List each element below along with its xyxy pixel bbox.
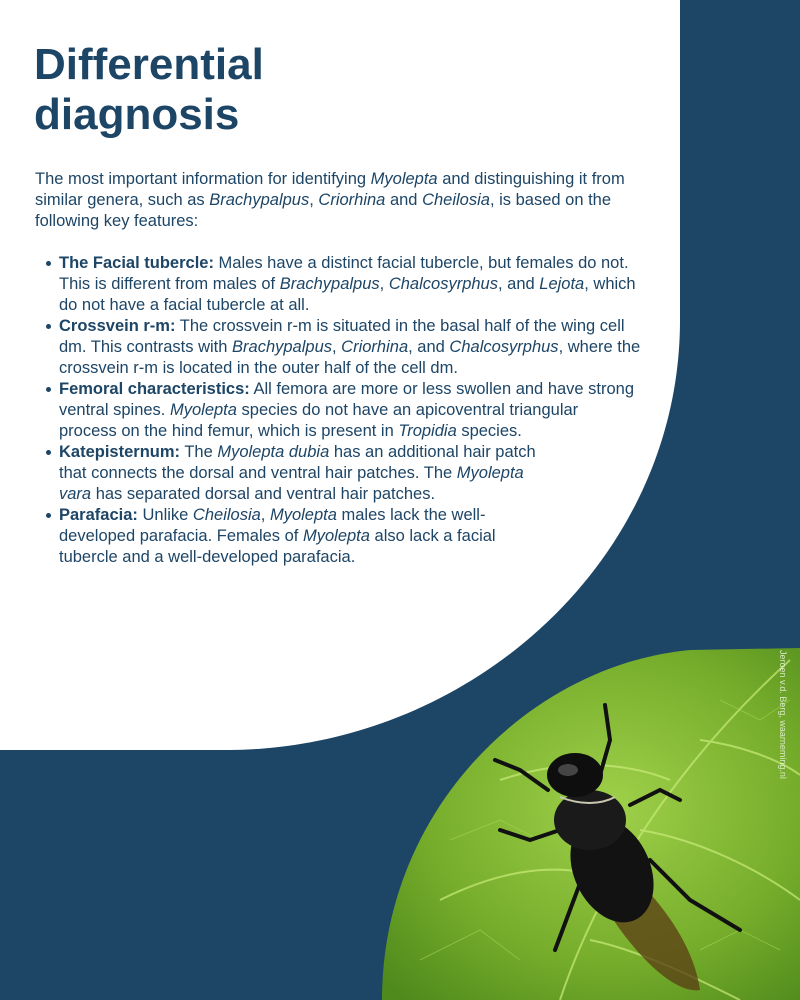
photo-credit: Jeroen v.d. Berg, waarneming.nl bbox=[778, 650, 788, 779]
feature-parafacia: Parafacia: Unlike Cheilosia, Myolepta males lack the well-developed parafacia. Females of Myolepta also lack a facial tubercle and a well-developed parafacia. bbox=[44, 505, 499, 568]
intro-paragraph: The most important information for identifying Myolepta and distinguishing it from similar genera, such as Brachypalpus, Criorhina and Cheilosia, is based on the following key features: bbox=[35, 170, 625, 230]
page-title bbox=[34, 40, 634, 140]
feature-facial-tubercle: The Facial tubercle: Males have a distinct facial tubercle, but females do not. This is different from males of Brachypalpus, Chalcosyrphus, and Lejota, which do not have a facial tubercle at all. bbox=[44, 253, 654, 316]
feature-femoral: Femoral characteristics: All femora are more or less swollen and have strong ventral spines. Myolepta species do not have an apicoventral triangular process on the hind femur, which is present in Tropidia species. bbox=[44, 379, 639, 442]
title-line-2: diagnosis bbox=[34, 90, 240, 139]
feature-crossvein: Crossvein r-m: The crossvein r-m is situated in the basal half of the wing cell dm. This contrasts with Brachypalpus, Criorhina, and Chalcosyrphus, where the crossvein r-m is located in the outer half of the cell dm. bbox=[44, 316, 654, 379]
feature-list bbox=[44, 253, 654, 568]
feature-katepisternum: Katepisternum: The Myolepta dubia has an additional hair patch that connects the dorsal and ventral hair patches. The Myolepta vara has separated dorsal and ventral hair patches. bbox=[44, 442, 549, 505]
title-line-1: Differential bbox=[34, 40, 264, 89]
